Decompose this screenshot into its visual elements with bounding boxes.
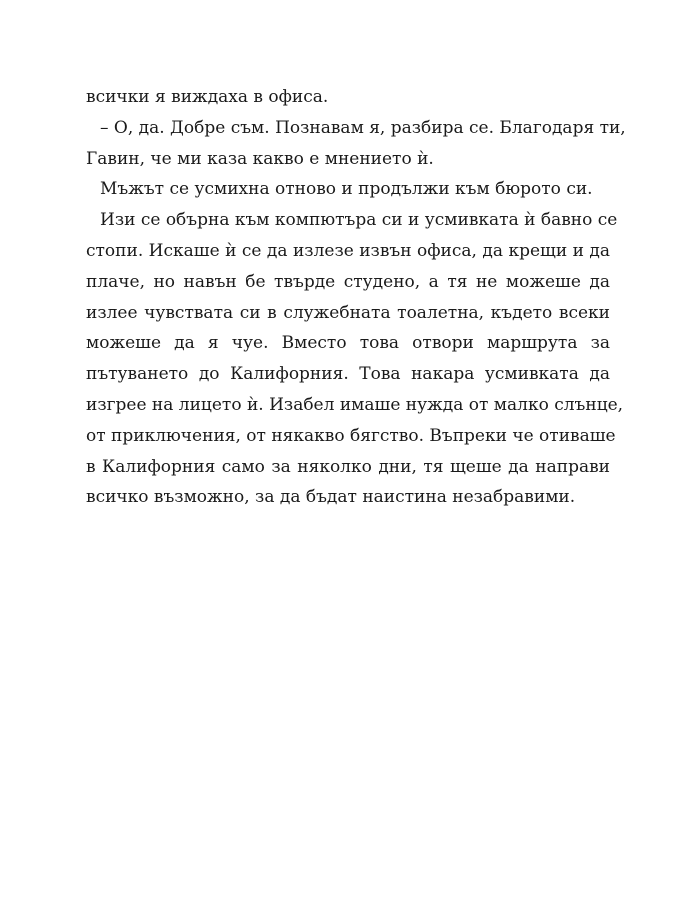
text-line: Мъжът се усмихна отново и продължи към бюрото си. (100, 179, 593, 200)
text-line: стопи. Искаше ѝ се да излезе извън офиса, да крещи и да (86, 240, 610, 261)
text-line: всичко възможно, за да бъдат наистина незабравими. (86, 487, 576, 508)
text-line: изгрее на лицето ѝ. Изабел имаше нужда от малко слънце, (86, 394, 624, 415)
text-line: всички я виждаха в офиса. (86, 87, 329, 107)
paragraph-1 (86, 82, 610, 113)
text-line: пътуването до Калифорния. Това накара усмивката да (86, 364, 610, 385)
paragraph-2 (86, 113, 626, 175)
text-line: Гавин, че ми каза какво е мнението ѝ. (86, 148, 434, 169)
text-line: излее чувствата си в служебната тоалетна, където всеки (86, 302, 610, 323)
text-line: Изи се обърна към компютъра си и усмивката ѝ бавно се (100, 210, 618, 231)
text-line: плаче, но навън бе твърде студено, а тя не можеше да (86, 271, 610, 292)
paragraph-3 (86, 174, 610, 205)
text-line: от приключения, от някакво бягство. Въпреки че отиваше (86, 425, 616, 446)
book-page-text (86, 82, 626, 513)
paragraph-4 (86, 205, 624, 513)
text-line: в Калифорния само за няколко дни, тя щеше да направи (86, 456, 610, 477)
text-line: можеше да я чуе. Вместо това отвори маршрута за (86, 333, 610, 354)
text-line: – О, да. Добре съм. Познавам я, разбира се. Благодаря ти, (100, 117, 626, 138)
